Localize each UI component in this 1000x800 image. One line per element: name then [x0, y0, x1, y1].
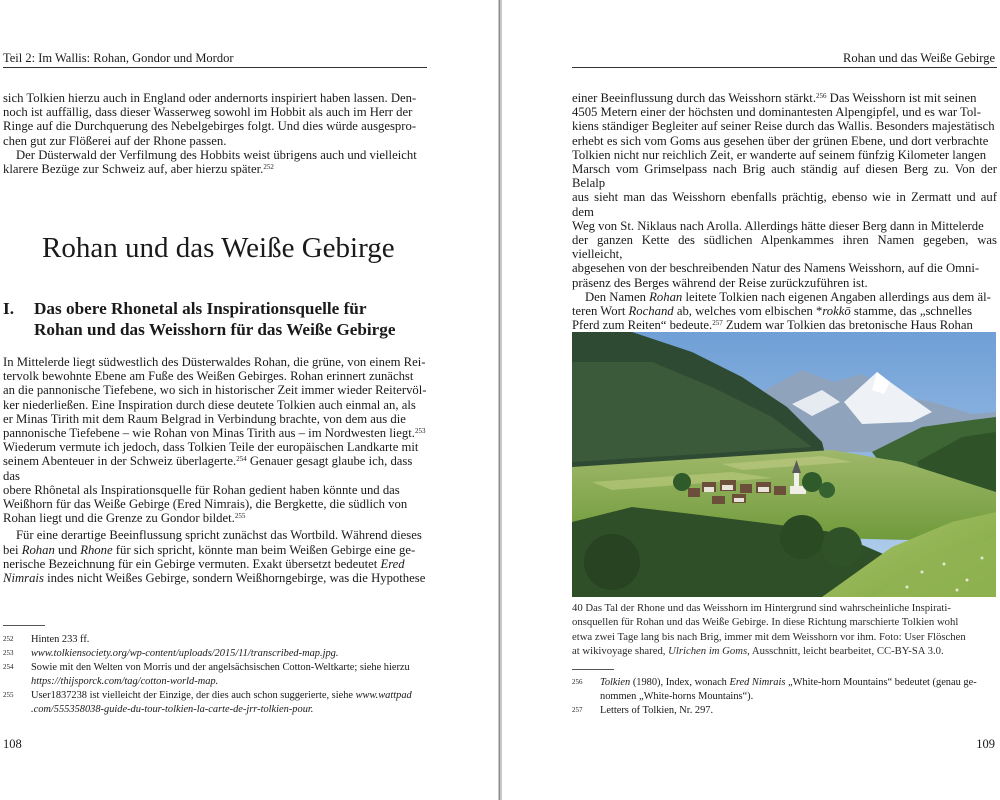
text-line: klarere Bezüge zur Schweiz auf, aber hierzu später.$^{252}$ — [3, 162, 274, 177]
left-page — [0, 0, 498, 800]
text-line: er Minas Tirith mit dem Raum Belgrad in Verbindung brachte, von dem aus die — [3, 411, 406, 426]
text-line: Der Düsterwald der Verfilmung des Hobbits weist übrigens auch und vielleicht — [16, 147, 417, 162]
running-head-right: Rohan und das Weiße Gebirge — [843, 51, 995, 65]
caption-line: onsquellen für Rohan und das Weiße Gebirge. In diese Richtung marschierte Tolkien wohl — [572, 616, 959, 629]
running-head-left: Teil 2: Im Wallis: Rohan, Gondor und Mordor — [3, 51, 234, 65]
footnote: 256 Tolkien (1980), Index, wonach Ered Nimrais „White-horn Mountains“ bedeutet (genau ge- nommen „White-horns Mountains“). — [572, 677, 977, 702]
footnote: 253 www.tolkiensociety.org/wp-content/uploads/2015/11/transcribed-map.jpg. — [3, 648, 339, 659]
text-line: Pferd zum Reiten“ bedeute.$^{257}$ Zudem war Tolkien das bretonische Haus Rohan — [572, 318, 973, 333]
caption-line: 40 Das Tal der Rhone und das Weisshorn im Hintergrund sind wahrscheinliche Inspirati- — [572, 602, 951, 614]
left-main-text — [3, 355, 427, 585]
footnote: 255 User1837238 ist vielleicht der Einzige, der dies auch schon suggerierte, siehe www.wattpad .com/555358038-guide-du-tour-tolkien-la-carte-de-jrr-tolkien-pour. — [3, 690, 412, 715]
footnote-ref: 256 — [816, 92, 827, 100]
section-heading: Das obere Rhonetal als Inspirationsquelle für Rohan und das Weisshorn für das Weiße Gebirge — [34, 299, 396, 339]
footnote-rule — [572, 669, 614, 670]
footnote-ref: 253 — [414, 427, 426, 436]
text-line: In Mittelerde liegt südwestlich des Düsterwaldes Rohan, die grüne, von einem Rei- — [3, 355, 426, 369]
text-line: chen gut zur Flößerei auf der Rhone passen. — [3, 133, 227, 148]
text-line: teren Wort Rochand ab, welches vom elbischen *rokkō stamme, das „schnelles — [572, 304, 972, 319]
text-line: abgesehen von der beschreibenden Natur des Namens Weisshorn, auf die Omni- — [572, 261, 980, 276]
footnotes-left — [3, 633, 427, 717]
text-line: Weg von St. Niklaus nach Arolla. Allerdings hätte dieser Berg dann in Mittelerde — [572, 218, 984, 233]
text-line: erhebt es sich vom Goms aus gesehen über der grünen Ebene, und dort verbrachte — [572, 133, 989, 148]
footnote-ref: 254 — [236, 455, 247, 464]
section-number: I. — [3, 299, 14, 318]
footnote: 252 Hinten 233 ff. — [3, 634, 90, 645]
page-number-left: 108 — [3, 737, 22, 751]
text-line: der ganzen Kette des südlichen Alpenkammes ihren Namen gegeben, was vielleicht, — [572, 233, 997, 262]
text-line: kiens ständiger Begleiter auf seiner Reise durch das Wallis. Besonders majestätisch — [572, 119, 995, 134]
left-top-text — [3, 91, 427, 176]
header-rule-right — [572, 67, 997, 68]
text-line: Den Namen Rohan leitete Tolkien nach eigenen Angaben allerdings aus dem äl- — [585, 289, 991, 304]
header-rule-left — [3, 67, 427, 68]
text-line: noch ist auffällig, dass dieser Wasserweg sowohl im Hobbit als auch im Herr der — [3, 105, 413, 120]
text-line: präsenz des Berges während der Reise zurückzuführen ist. — [572, 275, 868, 290]
caption-line: etwa zwei Tage lang bis nach Brig, immer mit dem Weisshorn vor ihm. Foto: User Flöschen — [572, 630, 966, 643]
text-line: einer Beeinflussung durch das Weisshorn stärkt.$^{256}$ Das Weisshorn ist mit seinen — [572, 91, 977, 105]
text-line: Rohan liegt und die Grenze zu Gondor bildet.$^{255}$ — [3, 511, 246, 526]
text-line: ker niederließen. Eine Inspiration durch diese deutete Tolkien auch einmal an, als — [3, 397, 416, 412]
photo-caption — [572, 601, 997, 659]
page-number-right: 109 — [976, 737, 995, 751]
text-line: obere Rhônetal als Inspirationsquelle für Rohan gedient haben könnte und das — [3, 482, 400, 497]
caption-line: at wikivoyage shared, Ulrichen im Goms, Ausschnitt, leicht bearbeitet, CC-BY-SA 3.0. — [572, 645, 944, 658]
text-line: pannonische Tiefebene – wie Rohan von Minas Tirith aus – im Nordwesten liegt.$^{253}$ — [3, 426, 426, 441]
text-line: sich Tolkien hierzu auch in England oder andernorts inspiriert haben lassen. Den- — [3, 91, 417, 105]
footnote-ref: 257 — [712, 319, 723, 328]
text-line: Für eine derartige Beeinflussung spricht zunächst das Wortbild. Während dieses — [16, 528, 422, 543]
text-line: nerische Bezeichnung für ein Gebirge vermuten. Exakt übersetzt bedeutet Ered — [3, 556, 405, 571]
right-main-text — [572, 91, 997, 347]
text-line: Wiederum vermute ich jedoch, dass Tolkien Teile der europäischen Landkarte mit — [3, 440, 419, 455]
text-line: tervolk bewohnte Ebene am Fuße des Weißen Gebirges. Rohan erinnert zunächst — [3, 369, 414, 384]
gutter-line — [499, 0, 500, 800]
text-line: seinem Abenteuer in der Schweiz überlagerte.$^{254}$ Genauer gesagt glaube ich, dass das — [3, 454, 413, 483]
text-line: aus sieht man das Weisshorn ebenfalls prächtig, ebenso wie in Zermatt und auf dem — [572, 190, 997, 219]
footnote: 257 Letters of Tolkien, Nr. 297. — [572, 705, 714, 716]
text-line: an die pannonische Tiefebene, wo sich in historischer Zeit immer wieder Reitervöl- — [3, 383, 427, 398]
footnote-ref: 255 — [234, 512, 246, 521]
chapter-title: Rohan und das Weiße Gebirge — [42, 232, 395, 264]
text-line: Tolkien nicht nur reichlich Zeit, er wanderte auf seinem fünfzig Kilometer langen — [572, 147, 987, 162]
text-line: Ringe auf die Durchquerung des Nebelgebirges folgt. Und dies würde ausgespro- — [3, 119, 417, 134]
footnote: 254 Sowie mit den Welten von Morris und der angelsächsischen Cotton-Weltkarte; siehe hierzu https://thijsporck.com/tag/cotton-world-map. — [3, 662, 410, 687]
text-line: 4505 Metern einer der höchsten und dominantesten Alpengipfel, und es war Tol- — [572, 105, 982, 120]
text-line: bei Rohan und Rhone für sich spricht, könnte man beim Weißen Gebirge eine ge- — [3, 542, 416, 557]
text-line: Marsch vom Grimselpass nach Brig auch ständig auf diesen Berg zu. Von der Belalp — [572, 162, 997, 191]
rhone-valley-photo — [572, 332, 996, 597]
text-line: Nimrais indes nicht Weißes Gebirge, sondern Weißhorngebirge, was die Hypothese — [3, 571, 426, 586]
footnote-rule — [3, 625, 45, 626]
text-line: Weißhorn für das Weiße Gebirge (Ered Nimrais), die Bergkette, die südlich von — [3, 497, 408, 512]
footnote-ref: 252 — [263, 163, 274, 172]
footnotes-right — [572, 676, 997, 718]
